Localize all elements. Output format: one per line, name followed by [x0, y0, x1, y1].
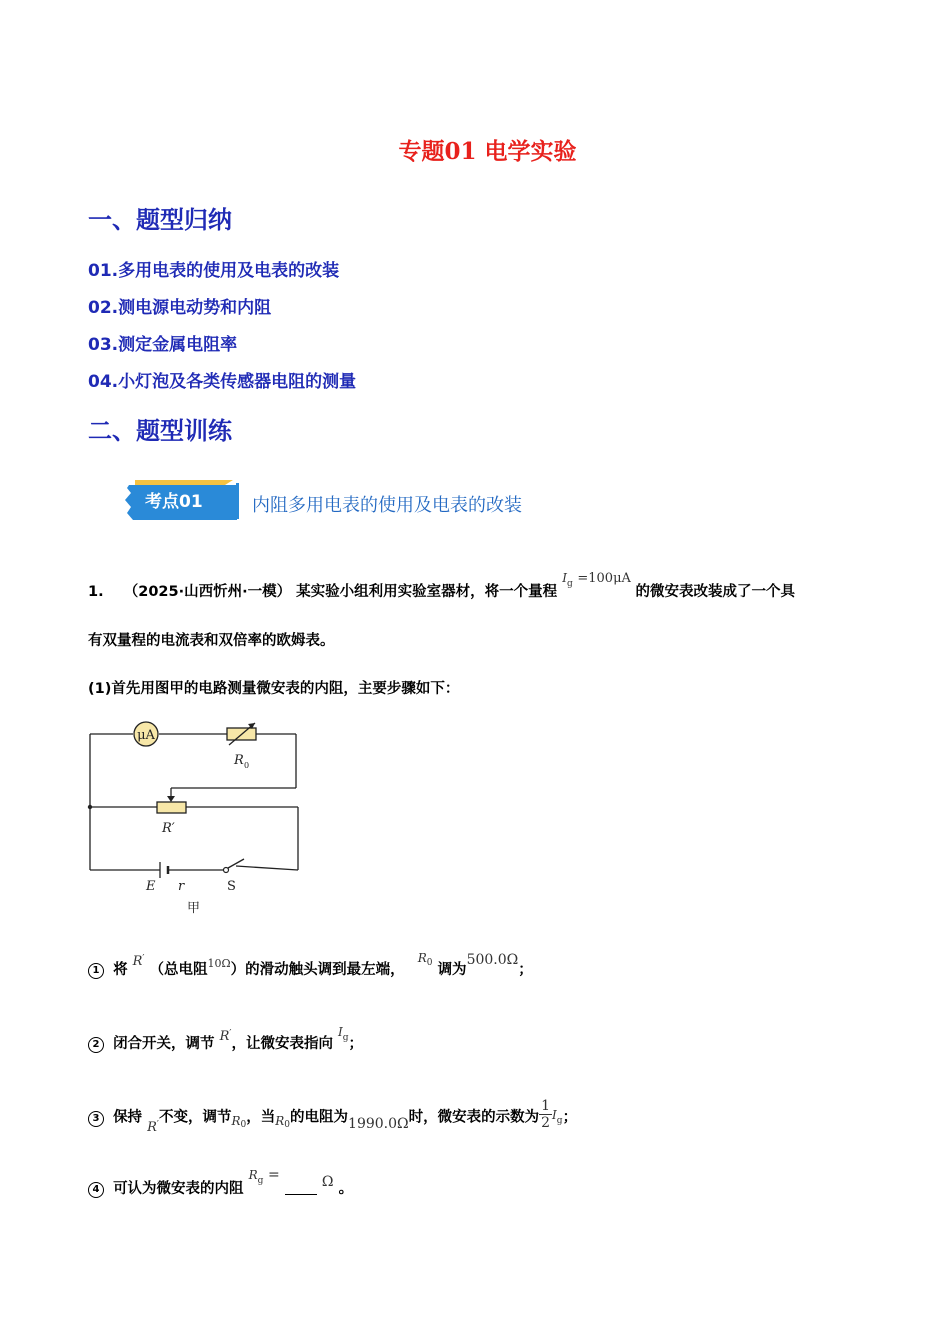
rprime-label: R′: [162, 821, 175, 836]
step-4-text-a: 可认为微安表的内阻: [113, 1181, 244, 1197]
step-4-rg: R: [248, 1168, 258, 1182]
step-4-text-b: 。: [338, 1181, 354, 1197]
toc-item-1[interactable]: 01.多用电表的使用及电表的改装: [88, 261, 340, 281]
kaodian-title: 内阻多用电表的使用及电表的改装: [252, 495, 522, 516]
step-3-r0b-sub: 0: [284, 1119, 291, 1130]
range-sub: g: [566, 579, 573, 589]
r0-sub-label: 0: [244, 761, 250, 770]
step-2-text-a: 闭合开关，调节: [113, 1036, 215, 1052]
toc-item-4[interactable]: 04.小灯泡及各类传感器电阻的测量: [88, 372, 357, 392]
badge-label: 考点01: [145, 492, 203, 512]
step-1-text-e: ；: [518, 962, 533, 978]
step-3-mark: 3: [88, 1111, 104, 1127]
step-3-r0b: R: [275, 1113, 285, 1128]
step-3-r0: R: [231, 1113, 241, 1128]
section-heading-training: 二、题型训练: [88, 417, 232, 445]
step-3-r0-sub: 0: [240, 1119, 247, 1130]
fraction-denominator: 2: [541, 1115, 551, 1131]
step-2-rprime: R: [219, 1029, 230, 1044]
step-3-text-e: 时，微安表的示数为: [408, 1109, 540, 1126]
step-3-ig-sub: g: [556, 1115, 563, 1126]
step-3-ig: I: [552, 1107, 557, 1122]
step-1-rprime: R: [132, 954, 143, 969]
step-2-ig: I: [338, 1025, 343, 1039]
internal-r-label: r: [178, 879, 185, 894]
switch-label: S: [227, 879, 236, 894]
page-title: 专题01 电学实验: [398, 138, 577, 165]
step-1-rprime-mark: ′: [142, 954, 145, 964]
range-symbol: I: [562, 571, 567, 585]
kaodian-badge: [125, 480, 245, 522]
badge-divider: [236, 483, 240, 519]
rheostat-rprime: [157, 802, 186, 813]
step-4: [88, 1167, 354, 1198]
step-3-text-c: ，当: [246, 1109, 276, 1126]
fraction-numerator: 1: [541, 1098, 551, 1114]
problem-text-c: 有双量程的电流表和双倍率的欧姆表。: [88, 633, 335, 649]
step-3-rprime: R: [147, 1119, 157, 1135]
junction-dot: [88, 805, 92, 809]
step-4-mark: 4: [88, 1182, 104, 1198]
step-2-text-c: ；: [348, 1036, 364, 1052]
step-3-text-f: ；: [562, 1109, 578, 1126]
step-3-value: 1990.0Ω: [348, 1115, 409, 1132]
step-2: [88, 1025, 364, 1053]
step-3: [88, 1098, 578, 1135]
step-1-text-d: 调为: [437, 962, 467, 978]
step-3-rprime-mark: ′: [156, 1119, 159, 1130]
answer-blank[interactable]: [285, 1180, 317, 1195]
step-2-ig-sub: g: [342, 1033, 349, 1043]
step-1-value: 500.0Ω: [466, 952, 519, 968]
step-1-text-a: 将: [113, 962, 128, 978]
step-1-mark: 1: [88, 963, 104, 979]
step-3-text-d: 的电阻为: [290, 1109, 349, 1126]
step-3-fraction: [539, 1098, 552, 1131]
step-4-equals: =: [268, 1167, 280, 1183]
step-1-r0: R: [417, 951, 427, 965]
problem-text-a: 某实验小组利用实验室器材，将一个量程: [296, 584, 558, 600]
step-2-mark: 2: [88, 1037, 104, 1053]
emf-label: E: [146, 879, 156, 894]
toc-item-3[interactable]: 03.测定金属电阻率: [88, 335, 238, 355]
circuit-diagram: [84, 716, 314, 921]
problem-text-b: 的微安表改装成了一个具: [635, 584, 796, 600]
step-2-rprime-mark: ′: [229, 1029, 232, 1039]
step-1-total-resistance: 10Ω: [207, 957, 231, 970]
step-3-text-b: 不变，调节: [158, 1109, 232, 1126]
step-4-unit: Ω: [321, 1174, 334, 1190]
toc-item-2[interactable]: 02.测电源电动势和内阻: [88, 298, 272, 318]
step-2-text-b: ，让微安表指向: [231, 1036, 333, 1052]
r0-label: R: [234, 753, 244, 768]
problem-part-1: (1)首先用图甲的电路测量微安表的内阻，主要步骤如下：: [88, 681, 460, 697]
step-3-text-a: 保持: [113, 1109, 143, 1126]
figure-caption: 甲: [187, 901, 201, 916]
step-1: [88, 951, 533, 979]
step-1-text-b: （总电阻: [149, 962, 208, 978]
problem-number: 1.: [88, 584, 104, 600]
meter-label: μA: [137, 728, 155, 743]
problem-source: （2025·山西忻州·一模）: [123, 584, 292, 600]
step-1-text-c: ）的滑动触头调到最左端，: [230, 962, 405, 978]
range-value: =100μA: [577, 571, 631, 586]
switch-symbol: [224, 868, 229, 873]
section-heading-summary: 一、题型归纳: [88, 206, 232, 234]
step-4-rg-sub: g: [257, 1176, 264, 1186]
step-1-r0-sub: 0: [426, 958, 433, 968]
